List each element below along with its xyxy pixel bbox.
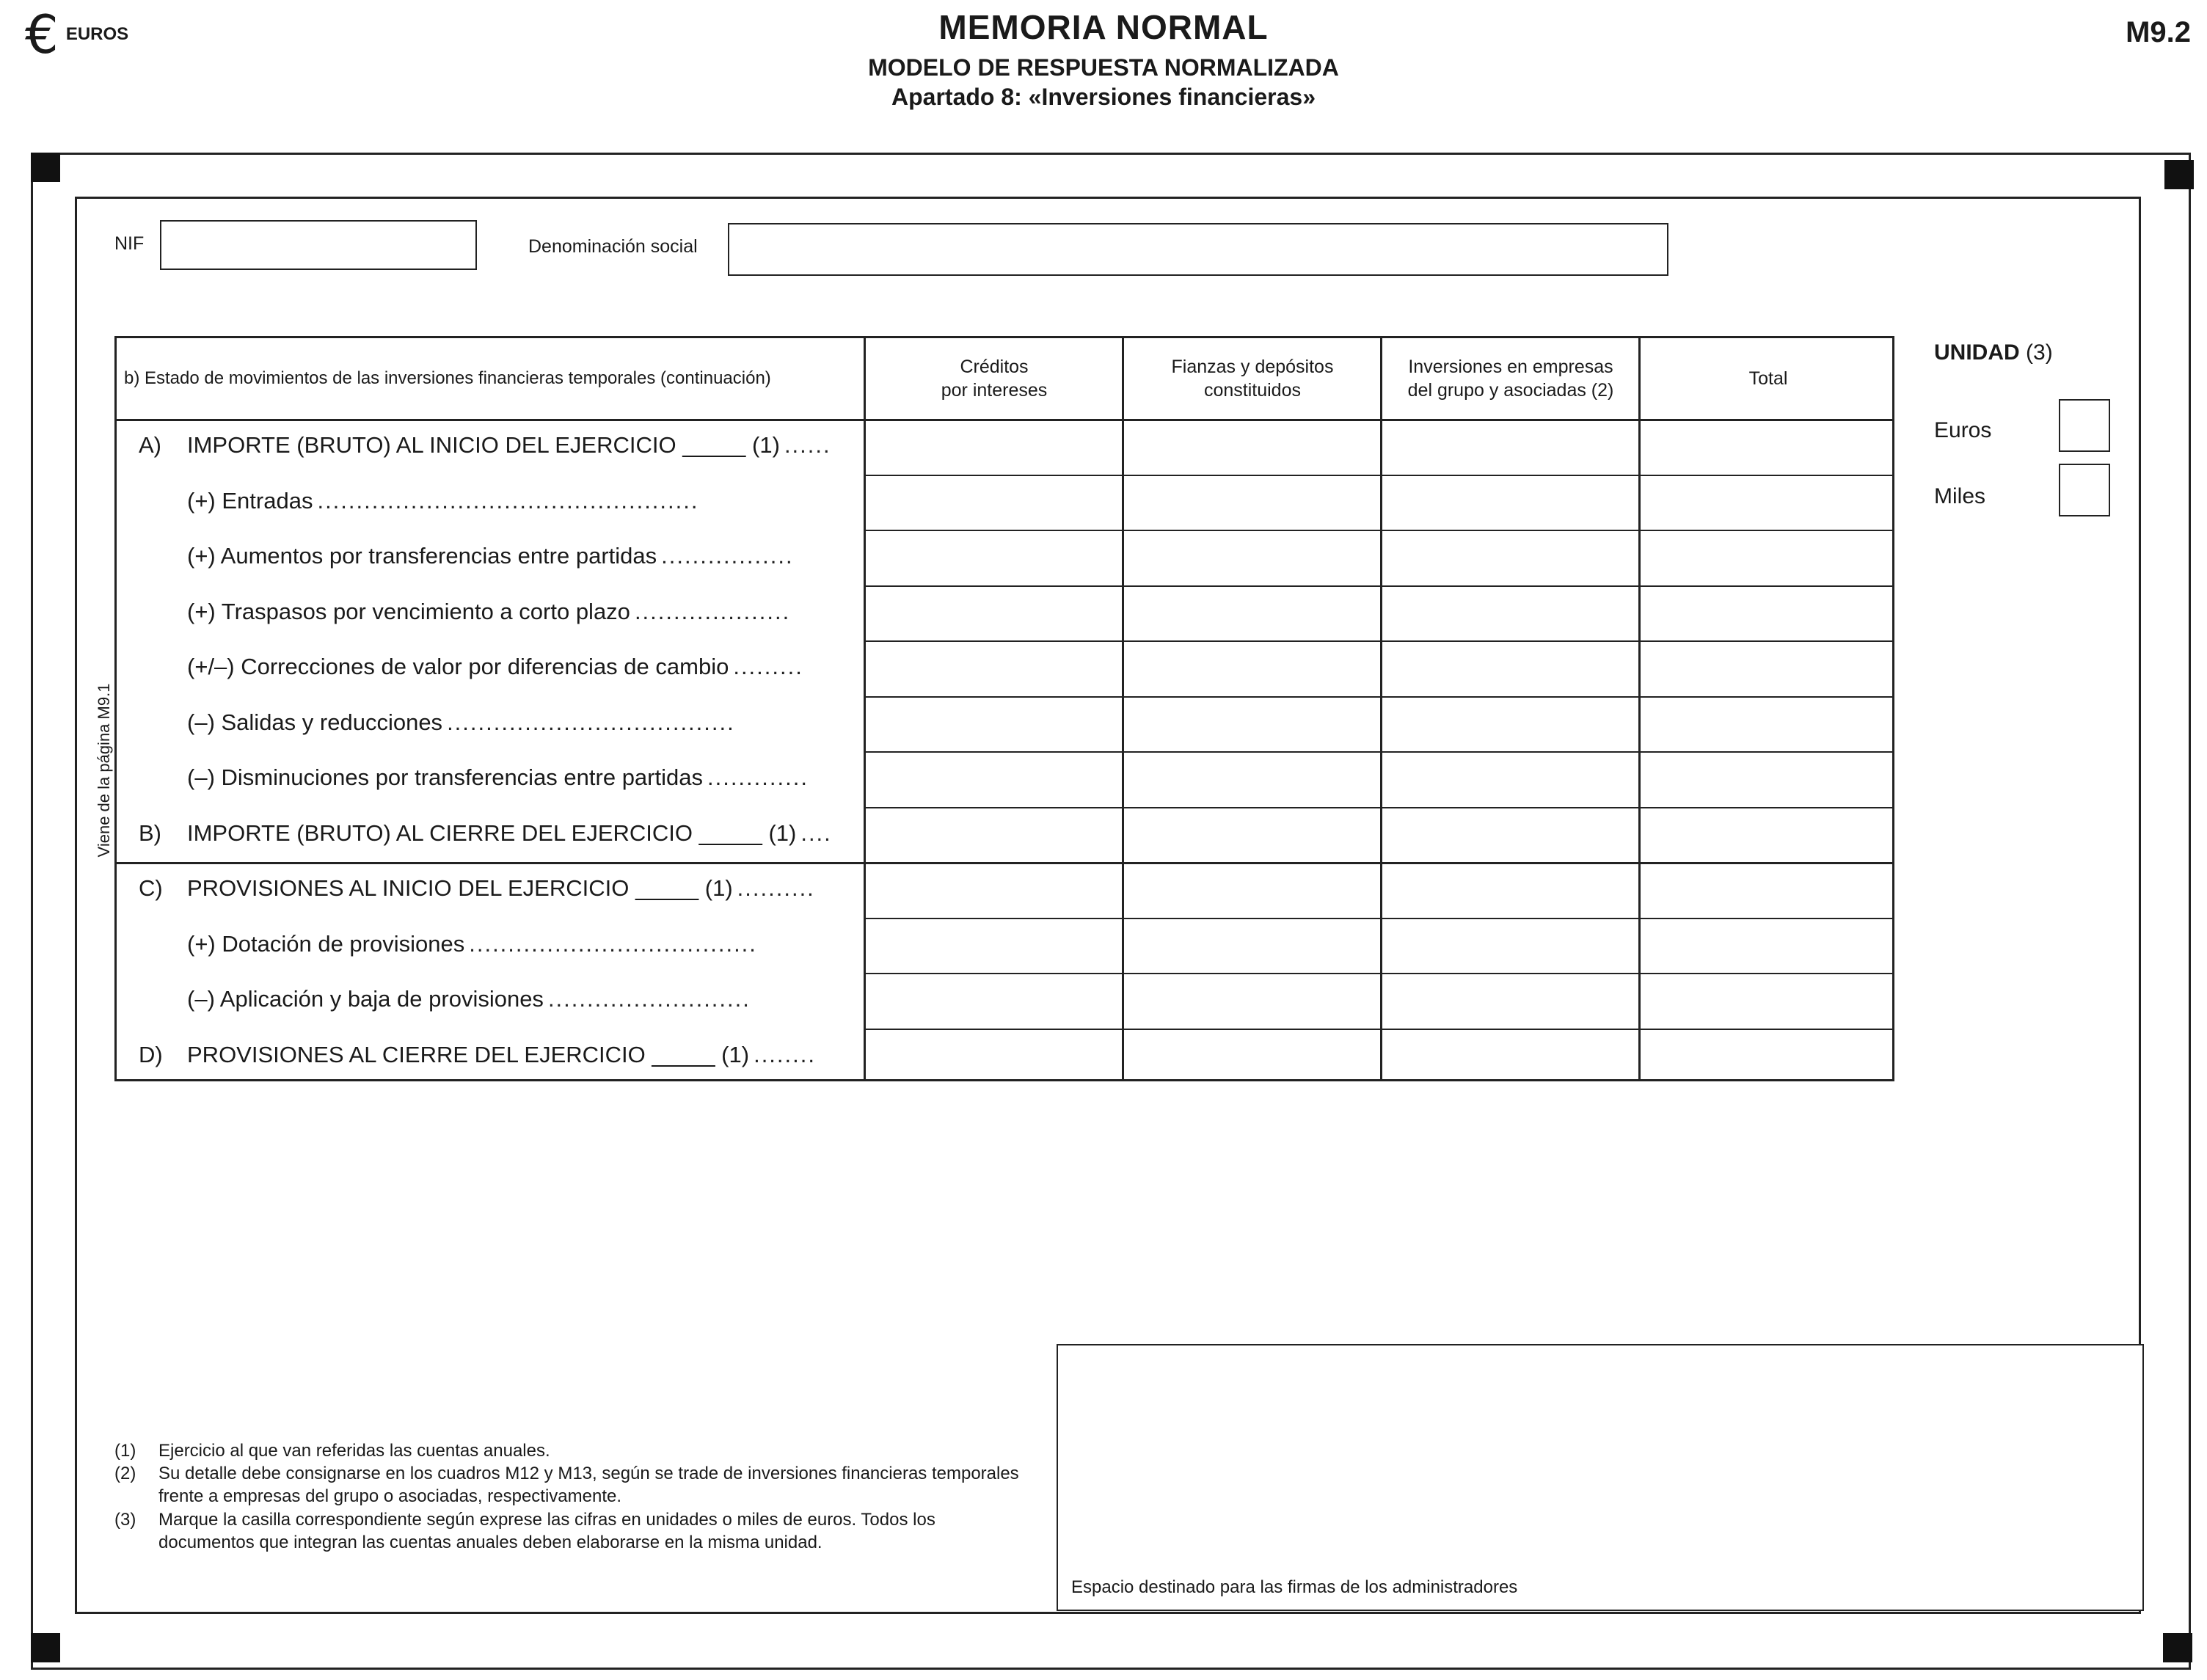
dot-leader: .....................................	[447, 709, 735, 735]
row-label-text: IMPORTE (BRUTO) AL CIERRE DEL EJERCICIO _____ (1)	[187, 819, 797, 846]
row-divider	[865, 1029, 1892, 1030]
value-cell[interactable]	[1643, 865, 1894, 915]
footnote-text: Su detalle debe consignarse en los cuadros M12 y M13, según se trade de inversiones financieras temporales frente a empresas del grupo o asociadas, respectivamente.	[158, 1464, 1019, 1507]
footnote	[114, 1508, 1032, 1554]
value-cell[interactable]	[1643, 754, 1894, 804]
value-cell[interactable]	[1643, 810, 1894, 860]
value-cell[interactable]	[1643, 643, 1894, 693]
value-cell[interactable]	[1385, 1031, 1637, 1081]
denominacion-label: Denominación social	[528, 236, 698, 257]
column-header	[1640, 338, 1897, 419]
footnotes	[114, 1439, 1032, 1554]
logo-text: EUROS	[65, 24, 129, 44]
footnote-number: (3)	[114, 1509, 136, 1530]
row-divider	[865, 475, 1892, 476]
row-code: A)	[139, 432, 161, 458]
value-cell[interactable]	[868, 588, 1120, 638]
row-label	[117, 708, 850, 737]
dot-leader: .............	[707, 764, 809, 790]
value-cell[interactable]	[1385, 976, 1637, 1026]
row-code: B)	[139, 819, 161, 846]
row-label	[117, 930, 850, 959]
row-divider	[865, 918, 1892, 919]
value-cell[interactable]	[868, 643, 1120, 693]
registration-mark	[31, 153, 60, 182]
value-cell[interactable]	[868, 533, 1120, 582]
value-cell[interactable]	[868, 976, 1120, 1026]
row-label	[117, 819, 850, 848]
value-cell[interactable]	[1126, 422, 1379, 472]
value-cell[interactable]	[868, 1031, 1120, 1081]
row-divider	[865, 585, 1892, 587]
row-label-text: (+) Entradas	[187, 487, 313, 514]
page-title: MEMORIA NORMAL	[938, 8, 1269, 46]
denominacion-field[interactable]	[728, 223, 1668, 276]
row-code: D)	[139, 1041, 163, 1067]
section-title: Apartado 8: «Inversiones financieras»	[891, 84, 1316, 110]
signature-label: Espacio destinado para las firmas de los administradores	[1071, 1577, 1518, 1597]
value-cell[interactable]	[1126, 754, 1379, 804]
dot-leader: .........	[733, 654, 803, 679]
value-cell[interactable]	[868, 865, 1120, 915]
unit-euros-label: Euros	[1934, 418, 1992, 442]
value-cell[interactable]	[868, 478, 1120, 527]
row-label	[117, 652, 850, 682]
value-cell[interactable]	[1126, 699, 1379, 749]
dot-leader: ....................	[634, 598, 791, 624]
row-label-text: (–) Disminuciones por transferencias entre partidas	[187, 764, 703, 790]
row-divider	[865, 973, 1892, 974]
column-header-inversiones: Inversiones en empresas del grupo y asociadas (2)	[1407, 356, 1614, 401]
nif-label: NIF	[114, 233, 145, 254]
page-subtitle: MODELO DE RESPUESTA NORMALIZADA	[868, 54, 1339, 81]
row-label	[117, 431, 850, 460]
row-label-text: IMPORTE (BRUTO) AL INICIO DEL EJERCICIO _____ (1)	[187, 432, 780, 458]
description-header	[117, 338, 865, 419]
value-cell[interactable]	[1643, 588, 1894, 638]
column-header	[1123, 338, 1382, 419]
footnote	[114, 1462, 1032, 1508]
unidad-label: UNIDAD	[1934, 340, 2020, 365]
value-cell[interactable]	[1385, 588, 1637, 638]
value-cell[interactable]	[1643, 422, 1894, 472]
row-divider	[865, 530, 1892, 531]
value-cell[interactable]	[868, 754, 1120, 804]
row-label-text: (–) Salidas y reducciones	[187, 709, 443, 735]
value-cell[interactable]	[1126, 865, 1379, 915]
registration-mark	[2164, 160, 2194, 189]
header-divider	[117, 419, 1892, 421]
row-label	[117, 1040, 850, 1070]
euro-icon: €	[25, 4, 59, 65]
row-label-text: PROVISIONES AL CIERRE DEL EJERCICIO _____ (1)	[187, 1041, 750, 1067]
column-divider	[864, 338, 866, 1079]
registration-mark	[2163, 1633, 2192, 1662]
nif-field[interactable]	[160, 220, 477, 270]
footnote-number: (1)	[114, 1441, 136, 1461]
dot-leader: ..........................	[547, 986, 751, 1012]
footnote-number: (2)	[114, 1464, 136, 1484]
value-cell[interactable]	[1385, 865, 1637, 915]
column-header-fianzas: Fianzas y depósitos constituidos	[1171, 356, 1334, 401]
value-cell[interactable]	[1643, 478, 1894, 527]
dot-leader: ..........	[737, 875, 815, 901]
value-cell[interactable]	[868, 921, 1120, 971]
column-header-total: Total	[1748, 368, 1788, 389]
value-cell[interactable]	[1385, 478, 1637, 527]
footnote-text: Marque la casilla correspondiente según exprese las cifras en unidades o miles de euros. Todos los documentos que integran las cuentas anuales deben elaborarse en la misma unidad.	[158, 1509, 935, 1552]
dot-leader: ......	[784, 432, 831, 458]
unit-euros-checkbox[interactable]	[2059, 399, 2110, 452]
row-divider	[865, 640, 1892, 642]
value-cell[interactable]	[1126, 533, 1379, 582]
dot-leader: .................	[661, 543, 794, 569]
value-cell[interactable]	[1126, 976, 1379, 1026]
row-label	[117, 763, 850, 792]
value-cell[interactable]	[1385, 754, 1637, 804]
value-cell[interactable]	[1385, 643, 1637, 693]
row-label-text: (+) Aumentos por transferencias entre partidas	[187, 543, 657, 569]
value-cell[interactable]	[1385, 810, 1637, 860]
row-label	[117, 541, 850, 571]
value-cell[interactable]	[1385, 921, 1637, 971]
description-header-text: b) Estado de movimientos de las inversiones financieras temporales (continuación)	[124, 368, 771, 389]
registration-mark	[31, 1633, 60, 1662]
row-label	[117, 486, 850, 516]
row-label	[117, 597, 850, 627]
row-code: C)	[139, 875, 163, 901]
value-cell[interactable]	[1126, 643, 1379, 693]
value-cell[interactable]	[1385, 699, 1637, 749]
unit-miles-checkbox[interactable]	[2059, 464, 2110, 516]
value-cell[interactable]	[868, 699, 1120, 749]
dot-leader: ........	[754, 1041, 816, 1067]
value-cell[interactable]	[1643, 699, 1894, 749]
column-divider	[1122, 338, 1124, 1079]
row-label-text: (+/–) Correcciones de valor por diferencias de cambio	[187, 654, 729, 679]
value-cell[interactable]	[1385, 422, 1637, 472]
row-label-text: (+) Dotación de provisiones	[187, 930, 465, 957]
footnote-text: Ejercicio al que van referidas las cuentas anuales.	[158, 1441, 550, 1461]
unidad-ref: (3)	[2026, 340, 2053, 365]
row-label	[117, 874, 850, 903]
value-cell[interactable]	[1126, 921, 1379, 971]
row-label-text: (+) Traspasos por vencimiento a corto plazo	[187, 598, 630, 624]
row-divider	[117, 862, 1892, 864]
dot-leader: .................................................	[317, 487, 699, 514]
value-cell[interactable]	[868, 422, 1120, 472]
column-divider	[1380, 338, 1382, 1079]
column-header-creditos: Créditos por intereses	[941, 356, 1048, 401]
value-cell[interactable]	[1643, 1031, 1894, 1081]
unidad-title	[1934, 340, 2053, 365]
row-label	[117, 985, 850, 1014]
value-cell[interactable]	[1126, 1031, 1379, 1081]
row-label-text: PROVISIONES AL INICIO DEL EJERCICIO _____ (1)	[187, 875, 733, 901]
value-cell[interactable]	[1643, 533, 1894, 582]
dot-leader: ....	[800, 819, 832, 846]
unit-miles-label: Miles	[1934, 484, 1986, 508]
dot-leader: .....................................	[469, 930, 757, 957]
row-divider	[865, 751, 1892, 753]
column-header	[1382, 338, 1640, 419]
row-divider	[865, 807, 1892, 808]
column-divider	[1638, 338, 1641, 1079]
value-cell[interactable]	[1126, 810, 1379, 860]
signature-box[interactable]	[1057, 1344, 2144, 1611]
side-note: Viene de la página M9.1	[95, 683, 113, 858]
form-code: M9.2	[2126, 16, 2191, 48]
column-header	[865, 338, 1123, 419]
footnote	[114, 1439, 1032, 1462]
row-divider	[865, 696, 1892, 698]
value-cell[interactable]	[1126, 478, 1379, 527]
movements-table	[114, 336, 1894, 1081]
value-cell[interactable]	[1643, 976, 1894, 1026]
value-cell[interactable]	[868, 810, 1120, 860]
row-label-text: (–) Aplicación y baja de provisiones	[187, 986, 544, 1012]
value-cell[interactable]	[1643, 921, 1894, 971]
value-cell[interactable]	[1385, 533, 1637, 582]
value-cell[interactable]	[1126, 588, 1379, 638]
